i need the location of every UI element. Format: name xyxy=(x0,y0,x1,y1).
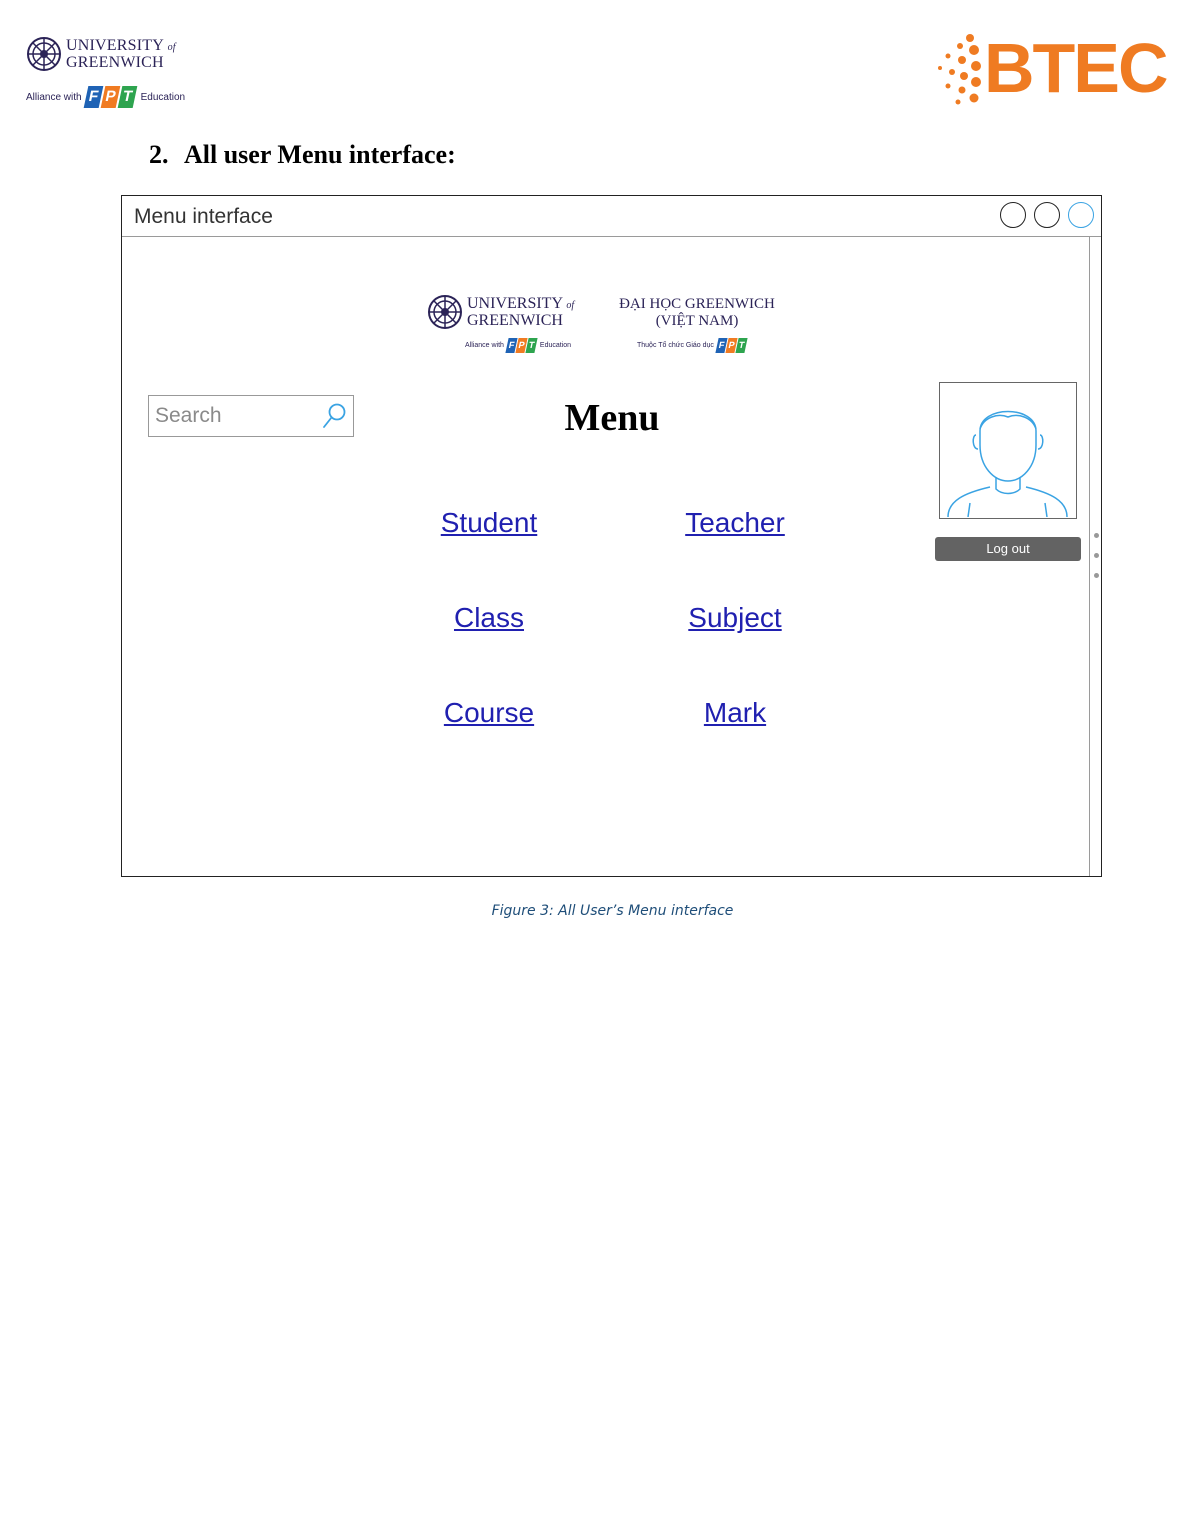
subject-link[interactable]: Subject xyxy=(688,602,782,633)
fpt-letter-p: P xyxy=(725,338,737,353)
avatar xyxy=(939,382,1077,519)
fpt-letter-f: F xyxy=(83,86,103,108)
greenwich-crest-icon xyxy=(26,36,62,72)
student-link[interactable]: Student xyxy=(440,507,538,538)
university-text: UNIVERSITY xyxy=(467,295,563,312)
menu-title: Menu xyxy=(564,397,660,439)
alliance-text: Alliance with xyxy=(26,91,82,103)
education-text: Education xyxy=(539,342,572,349)
greenwich-text: GREENWICH xyxy=(66,54,164,71)
fpt-letter-p: P xyxy=(100,86,120,108)
scroll-dot-icon xyxy=(1094,553,1099,558)
section-heading xyxy=(149,140,456,170)
class-link[interactable]: Class xyxy=(453,602,524,633)
course-link[interactable]: Course xyxy=(443,697,535,728)
section-number: 2. xyxy=(149,140,169,169)
greenwich-fpt-logo xyxy=(26,36,196,120)
maximize-circle-icon[interactable] xyxy=(1034,202,1060,228)
fpt-letter-f: F xyxy=(505,338,517,353)
fpt-letter-t: T xyxy=(735,338,747,353)
dai-hoc-greenwich-text: ĐẠI HỌC GREENWICH xyxy=(619,296,775,312)
user-silhouette-icon xyxy=(940,383,1075,517)
of-text: of xyxy=(167,42,176,53)
window-title: Menu interface xyxy=(134,205,273,228)
fpt-letter-p: P xyxy=(515,338,527,353)
section-title: All user Menu interface: xyxy=(184,140,456,169)
education-text: Education xyxy=(140,91,186,103)
greenwich-crest-icon xyxy=(427,294,463,330)
fpt-logo xyxy=(86,86,137,108)
fpt-letter-f: F xyxy=(715,338,727,353)
greenwich-text: GREENWICH xyxy=(467,312,563,329)
search-input[interactable] xyxy=(149,396,329,435)
greenwich-vietnam-logo xyxy=(427,294,797,362)
fpt-letter-t: T xyxy=(525,338,537,353)
search-box xyxy=(148,395,354,437)
search-icon[interactable] xyxy=(321,402,347,430)
logout-button[interactable]: Log out xyxy=(935,537,1081,561)
scroll-dot-icon xyxy=(1094,573,1099,578)
window-titlebar xyxy=(122,196,1101,237)
fpt-letter-t: T xyxy=(117,86,137,108)
minimize-circle-icon[interactable] xyxy=(1000,202,1026,228)
mark-link[interactable]: Mark xyxy=(703,697,767,728)
figure-caption: Figure 3: All User’s Menu interface xyxy=(491,903,734,919)
btec-dots-icon xyxy=(934,32,986,108)
alliance-text: Alliance with xyxy=(465,342,504,349)
btec-logo xyxy=(934,29,1170,108)
vertical-scrollbar[interactable] xyxy=(1089,236,1102,876)
viet-nam-text: (VIỆT NAM) xyxy=(655,313,739,329)
fpt-logo xyxy=(507,338,537,353)
thuoc-text: Thuộc Tổ chức Giáo dục xyxy=(637,342,714,349)
btec-text: BTEC xyxy=(984,29,1167,107)
teacher-link[interactable]: Teacher xyxy=(685,507,785,538)
university-text: UNIVERSITY xyxy=(66,37,164,54)
menu-window-mockup xyxy=(121,195,1102,877)
fpt-logo xyxy=(717,338,747,353)
scroll-dot-icon xyxy=(1094,533,1099,538)
close-circle-icon[interactable] xyxy=(1068,202,1094,228)
of-text: of xyxy=(566,300,575,311)
